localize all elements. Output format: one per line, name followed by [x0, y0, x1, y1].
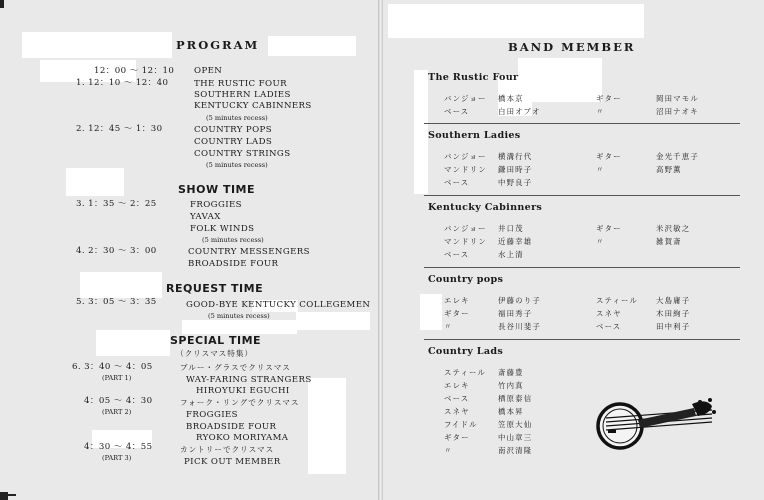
program-heading: PROGRAM [176, 38, 260, 52]
member-instrument: 〃 [444, 446, 453, 455]
act-name: WAY-FARING STRANGERS [186, 375, 312, 385]
redaction-box [388, 4, 644, 38]
program-page [0, 0, 380, 500]
band-name: Country Lads [428, 346, 504, 357]
show-time-title: SHOW TIME [178, 183, 255, 196]
band-name: Country pops [428, 274, 504, 285]
member-name: 大島庸子 [656, 296, 691, 305]
member-name: 鎌田時子 [498, 165, 533, 174]
member-name: 近藤幸雄 [498, 237, 533, 246]
act-name: RYOKO MORIYAMA [196, 433, 289, 443]
member-instrument: スネヤ [444, 407, 470, 416]
act-name: カントリーでクリスマス [180, 445, 275, 454]
member-instrument: バンジョー [444, 152, 487, 161]
act-name: フォーク・リングでクリスマス [180, 398, 300, 407]
act-name: FROGGIES [186, 410, 238, 420]
act-name: KENTUCKY CABINNERS [194, 101, 312, 111]
special-time-subtitle: （クリスマス特集） [176, 349, 254, 358]
member-instrument: ギター [444, 433, 470, 442]
act-name: SOUTHERN LADIES [194, 90, 291, 100]
redaction-box [268, 36, 356, 56]
act-name: BROADSIDE FOUR [188, 259, 279, 269]
act-name: COUNTRY MESSENGERS [188, 247, 310, 257]
act-name: FOLK WINDS [190, 224, 255, 234]
recess-note: (5 minutes recess) [208, 312, 270, 320]
redaction-box [80, 272, 162, 298]
member-instrument: 〃 [596, 107, 605, 116]
act-name: COUNTRY LADS [194, 137, 273, 147]
slot-time: 4：05 ～ 4：30 [84, 396, 153, 406]
section-divider [424, 123, 740, 124]
member-name: 雑賀斎 [656, 237, 682, 246]
slot-time: 2. 12：45 ～ 1：30 [76, 124, 163, 134]
member-name: 白田オブオ [498, 107, 541, 116]
member-instrument: ギター [444, 309, 470, 318]
member-name: 栖原泰信 [498, 394, 533, 403]
recess-note: (5 minutes recess) [206, 114, 268, 122]
member-name: 中山章三 [498, 433, 533, 442]
member-name: 竹内真 [498, 381, 524, 390]
slot-time: 4：30 ～ 4：55 [84, 442, 153, 452]
part-label: (PART 2) [102, 408, 132, 416]
slot-time: 5. 3：05 ～ 3：35 [76, 297, 157, 307]
section-divider [424, 267, 740, 268]
band-member-heading: BAND MEMBER [508, 40, 636, 54]
member-instrument: ギター [596, 224, 622, 233]
member-instrument: ベース [596, 322, 622, 331]
redaction-box [308, 378, 346, 474]
crop-mark [6, 494, 16, 496]
slot-time: 12：00 ～ 12：10 [94, 66, 175, 76]
member-name: 橋本昇 [498, 407, 524, 416]
member-name: 斎藤豊 [498, 368, 524, 377]
crop-mark [0, 0, 4, 8]
act-name: ブルー・グラスでクリスマス [180, 363, 291, 372]
member-name: 米沢敏之 [656, 224, 691, 233]
redaction-box [420, 294, 442, 330]
member-name: 田中利子 [656, 322, 691, 331]
act-name: GOOD-BYE KENTUCKY COLLEGEMEN [186, 300, 371, 310]
part-label: (PART 3) [102, 454, 132, 462]
member-name: 岡田マモル [656, 94, 699, 103]
member-instrument: ベース [444, 178, 470, 187]
band-member-page [380, 0, 764, 500]
member-name: 伊藤のり子 [498, 296, 541, 305]
part-label: (PART 1) [102, 374, 132, 382]
redaction-box [66, 168, 124, 196]
section-divider [424, 195, 740, 196]
member-name: 木田絢子 [656, 309, 691, 318]
redaction-box [518, 58, 602, 78]
member-instrument: スティール [596, 296, 639, 305]
member-instrument: マンドリン [444, 237, 487, 246]
member-name: 福田秀子 [498, 309, 533, 318]
member-instrument: エレキ [444, 381, 470, 390]
member-instrument: エレキ [444, 296, 470, 305]
member-name: 井口茂 [498, 224, 524, 233]
member-instrument: 〃 [444, 322, 453, 331]
slot-time: 6. 3：40 ～ 4：05 [72, 362, 153, 372]
banjo-icon [594, 396, 718, 458]
act-name: HIROYUKI EGUCHI [196, 386, 290, 396]
act-name: COUNTRY POPS [194, 125, 273, 135]
slot-time: 1. 12：10 ～ 12：40 [76, 78, 169, 88]
member-instrument: ギター [596, 152, 622, 161]
book-spine [378, 0, 383, 500]
recess-note: (5 minutes recess) [206, 161, 268, 169]
recess-note: (5 minutes recess) [202, 236, 264, 244]
member-instrument: マンドリン [444, 165, 487, 174]
request-time-title: REQUEST TIME [166, 282, 264, 295]
member-instrument: スティール [444, 368, 487, 377]
redaction-box [22, 32, 172, 58]
member-instrument: 〃 [596, 165, 605, 174]
act-name: OPEN [194, 66, 223, 76]
redaction-box [296, 312, 370, 330]
slot-time: 4. 2：30 ～ 3：00 [76, 246, 157, 256]
redaction-box [96, 330, 170, 356]
member-instrument: バンジョー [444, 94, 487, 103]
member-name: 長谷川斐子 [498, 322, 541, 331]
member-instrument: フイドル [444, 420, 478, 429]
member-name: 高野薫 [656, 165, 682, 174]
section-divider [424, 339, 740, 340]
member-name: 金光千恵子 [656, 152, 699, 161]
member-instrument: バンジョー [444, 224, 487, 233]
member-instrument: スネヤ [596, 309, 622, 318]
act-name: PICK OUT MEMBER [184, 457, 281, 467]
slot-time: 3. 1：35 ～ 2：25 [76, 199, 157, 209]
band-name: Kentucky Cabinners [428, 202, 543, 213]
member-instrument: 〃 [596, 237, 605, 246]
special-time-title: SPECIAL TIME [170, 334, 262, 347]
member-name: 笠原大仙 [498, 420, 533, 429]
member-name: 中野良子 [498, 178, 533, 187]
member-name: 橋本京 [498, 94, 524, 103]
act-name: COUNTRY STRINGS [194, 149, 291, 159]
act-name: FROGGIES [190, 200, 242, 210]
act-name: YAVAX [190, 212, 221, 222]
member-name: 横溝行代 [498, 152, 533, 161]
act-name: BROADSIDE FOUR [186, 422, 277, 432]
redaction-box [182, 320, 297, 334]
band-name: Southern Ladies [428, 130, 521, 141]
member-instrument: ベース [444, 107, 470, 116]
member-instrument: ギター [596, 94, 622, 103]
member-name: 南沢清隆 [498, 446, 533, 455]
member-instrument: ベース [444, 394, 470, 403]
member-instrument: ベース [444, 250, 470, 259]
act-name: THE RUSTIC FOUR [194, 79, 287, 89]
member-name: 沼田ナオキ [656, 107, 699, 116]
redaction-box [414, 70, 428, 194]
member-name: 水上清 [498, 250, 524, 259]
band-name: The Rustic Four [428, 72, 519, 83]
